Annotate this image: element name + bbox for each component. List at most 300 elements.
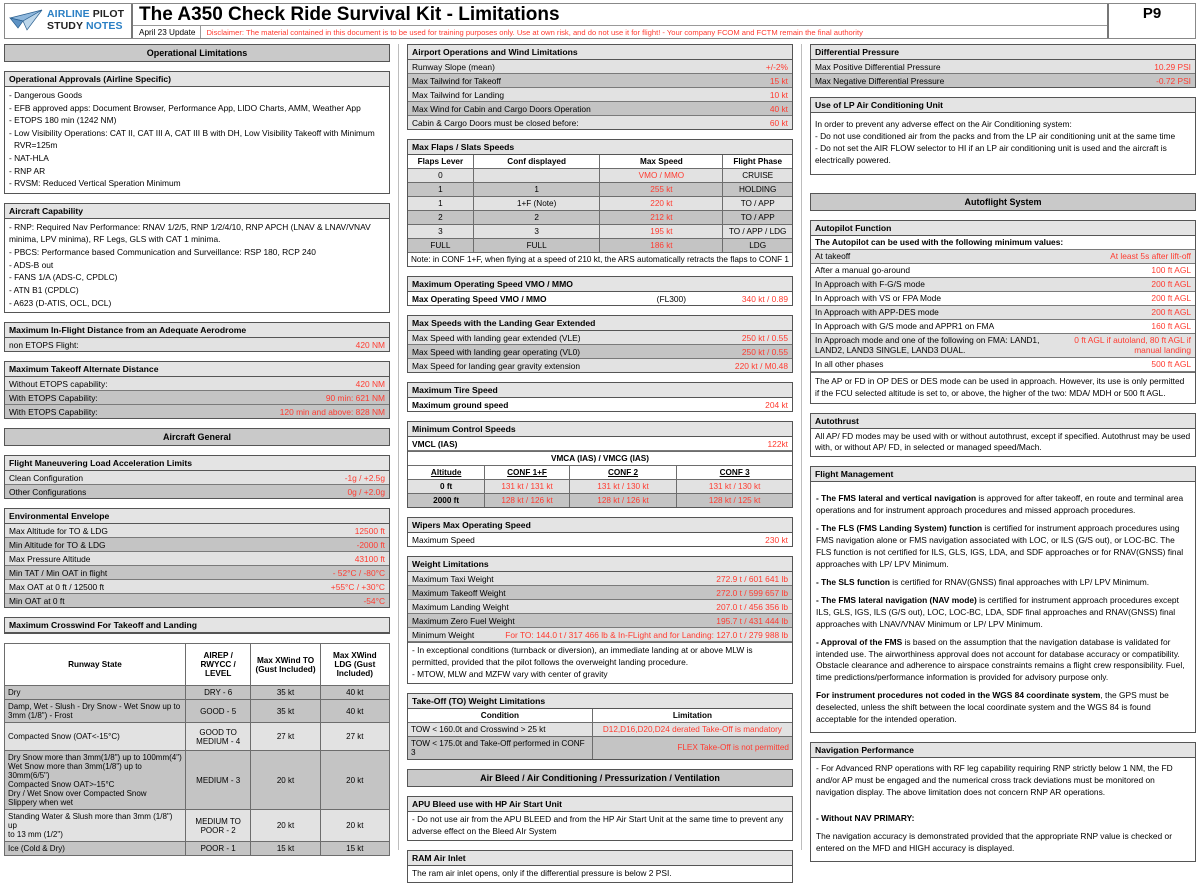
- cell-phase: TO / APP: [723, 211, 792, 225]
- row-label: Without ETOPS capability:: [9, 378, 108, 389]
- col-airep-level: AIREP / RWYCC / LEVEL: [185, 644, 250, 686]
- state-line: Dry / Wet Snow over Compacted Snow: [8, 789, 147, 799]
- row-label: Max Speed for landing gear gravity extension: [412, 360, 581, 371]
- table-row: [408, 239, 792, 253]
- cell-xwind-ldg: 20 kt: [320, 751, 389, 810]
- row-label: Maximum Landing Weight: [412, 601, 509, 612]
- cell-runway-state: Dry: [5, 686, 186, 700]
- cell-level: [185, 723, 250, 751]
- table-row: [408, 253, 792, 267]
- row-label: Max OAT at 0 ft / 12500 ft: [9, 581, 105, 592]
- body-line: In order to prevent any adverse effect on the Air Conditioning system:: [815, 119, 1072, 129]
- navigation-performance-title: Navigation Performance: [811, 743, 1195, 758]
- table-row: [5, 538, 389, 552]
- brand-logo: [5, 4, 133, 38]
- max-flaps-slats-title: Max Flaps / Slats Speeds: [408, 140, 792, 155]
- cell-level: [185, 810, 250, 842]
- table-row: [5, 485, 389, 498]
- cell-level: POOR - 1: [185, 842, 250, 856]
- value-line: 0 ft AGL if autoland, 80 ft AGL if: [1074, 335, 1191, 346]
- table-header-row: [5, 644, 390, 686]
- differential-pressure-block: [810, 44, 1196, 88]
- table-row: [811, 74, 1195, 87]
- row-label: Runway Slope (mean): [412, 61, 495, 72]
- row-label: Clean Configuration: [9, 472, 84, 483]
- table-row: [5, 338, 389, 351]
- row-value: 250 kt / 0.55: [741, 346, 788, 357]
- aircraft-capability-title: Aircraft Capability: [5, 204, 389, 219]
- fm-lead: - The FMS lateral navigation (NAV mode): [816, 594, 977, 605]
- table-row: [811, 306, 1195, 320]
- cell-speed: VMO / MMO: [600, 169, 723, 183]
- table-row: [5, 471, 389, 485]
- fm-paragraph: [816, 493, 1190, 517]
- table-row: [408, 102, 792, 116]
- autothrust-title: Autothrust: [811, 414, 1195, 429]
- note-line: permitted, provided that the pilot follows the overweight landing procedure.: [412, 656, 689, 667]
- row-label: Max Altitude for TO & LDG: [9, 525, 108, 536]
- cell-altitude: 0 ft: [408, 480, 485, 494]
- state-line: Damp, Wet - Slush - Dry Snow - Wet Snow up to: [8, 702, 181, 712]
- list-item: - A623 (D-ATIS, OCL, DCL): [9, 297, 112, 308]
- page-number: P9: [1107, 4, 1195, 38]
- level-line: POOR - 2: [200, 825, 236, 835]
- row-label: At takeoff: [815, 251, 851, 262]
- section-banner-operational-limitations: Operational Limitations: [4, 44, 390, 62]
- table-row: [408, 225, 792, 239]
- label-line: LAND2, LAND3 SINGLE, LAND3 DUAL.: [815, 345, 966, 356]
- row-value: -0.72 PSI: [1156, 75, 1191, 86]
- cell-conf: FULL: [473, 239, 600, 253]
- cell-conf: [473, 169, 600, 183]
- col-max-xwind-ldg: Max XWind LDG (Gust Included): [320, 644, 389, 686]
- note-line: - MTOW, MLW and MZFW vary with center of gravity: [412, 668, 608, 679]
- row-value: 0g / +2.0g: [347, 486, 385, 497]
- airport-operations-title: Airport Operations and Wind Limitations: [408, 45, 792, 60]
- body-line: The ram air inlet opens, only if the differential pressure is below 2 PSI.: [412, 867, 672, 878]
- col-conf-displayed: Conf displayed: [473, 155, 600, 169]
- row-value: 204 kt: [765, 399, 788, 410]
- vmca-vmcg-table: [408, 451, 792, 507]
- row-value: 200 ft AGL: [1151, 293, 1191, 304]
- row-value: 12500 ft: [354, 525, 385, 536]
- table-row: [811, 60, 1195, 74]
- row-label: In Approach with VS or FPA Mode: [815, 293, 941, 304]
- table-row: [5, 810, 390, 842]
- table-row: [408, 60, 792, 74]
- max-tire-speed-title: Maximum Tire Speed: [408, 383, 792, 398]
- cell-phase: TO / APP: [723, 197, 792, 211]
- lp-air-conditioning-block: [810, 97, 1196, 175]
- cell-level: MEDIUM - 3: [185, 751, 250, 810]
- row-label: With ETOPS Capability:: [9, 392, 98, 403]
- autothrust-body: [811, 429, 1195, 457]
- ram-air-inlet-body: [408, 866, 792, 882]
- row-value: -54°C: [363, 595, 385, 606]
- flight-management-title: Flight Management: [811, 467, 1195, 482]
- table-row: [408, 359, 792, 372]
- list-item: RVR=125m: [14, 140, 58, 151]
- row-value: 207.0 t / 456 356 lb: [716, 601, 788, 612]
- max-takeoff-alternate-block: [4, 361, 390, 419]
- cell-altitude: 2000 ft: [408, 494, 485, 508]
- cell-conf: 2: [473, 211, 600, 225]
- logo-notes: NOTES: [85, 20, 123, 32]
- table-row: [408, 480, 792, 494]
- table-row: [5, 405, 389, 418]
- col-max-speed: Max Speed: [600, 155, 723, 169]
- aircraft-capability-block: [4, 203, 390, 313]
- row-value: 340 kt / 0.89: [741, 293, 788, 304]
- flight-management-block: [810, 466, 1196, 733]
- row-label: VMCL (IAS): [412, 438, 458, 449]
- body-line: with, or without AP/ FD, in selected or managed speed/Mach.: [815, 442, 1042, 453]
- table-row: [408, 211, 792, 225]
- logo-airline: AIRLINE: [47, 8, 90, 21]
- cell-limitation: FLEX Take-Off is not permitted: [592, 736, 792, 759]
- table-row: [5, 594, 389, 607]
- max-flaps-slats-block: [407, 139, 793, 267]
- content-columns: [4, 44, 1196, 878]
- load-acceleration-limits-block: [4, 455, 390, 499]
- takeoff-weight-limitations-title: Take-Off (TO) Weight Limitations: [408, 694, 792, 709]
- column-left: [4, 44, 390, 854]
- autopilot-function-block: [810, 220, 1196, 404]
- cell-conf3: 128 kt / 125 kt: [677, 494, 792, 508]
- table-row: [408, 169, 792, 183]
- cell-speed: 195 kt: [600, 225, 723, 239]
- lp-air-conditioning-body: [811, 113, 1195, 174]
- state-line: Dry Snow more than 3mm(1/8") up to 100mm(4"): [8, 753, 182, 763]
- row-label: In Approach with G/S mode and APPR1 on FMA: [815, 321, 995, 332]
- row-value: 122kt: [767, 438, 788, 449]
- takeoff-weight-limitations-block: [407, 693, 793, 760]
- list-item: - PBCS: Performance based Communication and Surveillance: RSP 180, RCP 240: [9, 247, 316, 258]
- flaps-note: Note: in CONF 1+F, when flying at a speed of 210 kt, the ARS automatically retracts the flaps to CONF 1: [408, 253, 792, 267]
- row-value: 500 ft AGL: [1151, 359, 1191, 370]
- row-label: Max Wind for Cabin and Cargo Doors Operation: [412, 103, 591, 114]
- cell-xwind-ldg: 20 kt: [320, 810, 389, 842]
- row-label: Min OAT at 0 ft: [9, 595, 65, 606]
- row-label: Cabin & Cargo Doors must be closed before:: [412, 117, 579, 128]
- minimum-control-speeds-title: Minimum Control Speeds: [408, 422, 792, 437]
- max-crosswind-title: Maximum Crosswind For Takeoff and Landing: [5, 618, 389, 633]
- body-line: adverse effect on the Bleed AIr System: [412, 825, 557, 836]
- landing-gear-speeds-block: [407, 315, 793, 373]
- row-value: +55°C / +30°C: [330, 581, 385, 592]
- logo-pilot: PILOT: [92, 8, 125, 21]
- landing-gear-speeds-title: Max Speeds with the Landing Gear Extended: [408, 316, 792, 331]
- cell-lever: 1: [408, 197, 473, 211]
- row-label: In all other phases: [815, 359, 884, 370]
- note-line: - In exceptional conditions (turnback or diversion), an immediate landing at or above MLW is: [412, 645, 753, 655]
- row-value: For TO: 144.0 t / 317 466 lb & In-FLight and for Landing: 127.0 t / 279 988 lb: [505, 629, 788, 640]
- row-label: Maximum Takeoff Weight: [412, 587, 506, 598]
- table-row: [5, 723, 390, 751]
- update-date: April 23 Update: [133, 26, 201, 38]
- table-header-row: [408, 466, 792, 480]
- paper-plane-icon: [9, 8, 43, 34]
- col-flight-phase: Flight Phase: [723, 155, 792, 169]
- cell-xwind-ldg: 27 kt: [320, 723, 389, 751]
- table-row: [408, 183, 792, 197]
- fm-lead: - The SLS function: [816, 576, 890, 587]
- table-row: [408, 736, 792, 759]
- section-banner-air-bleed: Air Bleed / Air Conditioning / Pressurization / Ventilation: [407, 769, 793, 787]
- wipers-max-speed-block: [407, 517, 793, 547]
- cell-runway-state: [5, 700, 186, 723]
- row-value: 160 ft AGL: [1151, 321, 1191, 332]
- flaps-table: [408, 155, 792, 266]
- apu-bleed-title: APU Bleed use with HP Air Start Unit: [408, 797, 792, 812]
- row-label: Max Pressure Altitude: [9, 553, 91, 564]
- cell-lever: 0: [408, 169, 473, 183]
- table-row: [811, 320, 1195, 334]
- vmo-mmo-title: Maximum Operating Speed VMO / MMO: [408, 277, 792, 292]
- autopilot-function-title: Autopilot Function: [811, 221, 1195, 236]
- cell-xwind-ldg: 40 kt: [320, 700, 389, 723]
- cell-phase: LDG: [723, 239, 792, 253]
- col-flaps-lever: Flaps Lever: [408, 155, 473, 169]
- autothrust-block: [810, 413, 1196, 458]
- row-value: 90 min: 621 NM: [325, 392, 385, 403]
- lp-air-conditioning-title: Use of LP Air Conditioning Unit: [811, 98, 1195, 113]
- page-title: The A350 Check Ride Survival Kit - Limitations: [133, 4, 1107, 26]
- cell-xwind-to: 35 kt: [251, 700, 320, 723]
- cell-xwind-to: 20 kt: [251, 810, 320, 842]
- table-row: [5, 580, 389, 594]
- row-condition: (FL300): [656, 293, 686, 304]
- max-inflight-distance-block: [4, 322, 390, 352]
- fm-text: is approved for after takeoff, en route and terminal area operations and for instrument approach procedures and missed approach procedures.: [816, 493, 1184, 516]
- level-line: MEDIUM TO: [195, 816, 241, 826]
- row-label: In Approach with F-G/S mode: [815, 279, 925, 290]
- cell-xwind-ldg: 40 kt: [320, 686, 389, 700]
- fm-text: is certified for instrument approach procedures using FMS navigation alone or FMS navigation associated with LOC, or ILS (G/S out), or LOC-BC. The FLS function is not certified for ILS, GLS, IGS, LDA, and SDF approaches or for RNAV(GNSS) final approaches with LP/ LPV Minimum.: [816, 523, 1184, 569]
- table-row: [5, 552, 389, 566]
- table-row: [408, 197, 792, 211]
- col-conf-2: CONF 2: [569, 466, 677, 480]
- table-row: [408, 398, 792, 411]
- row-value: 272.0 t / 599 657 lb: [716, 587, 788, 598]
- cell-runway-state: [5, 751, 186, 810]
- table-subheader-row: [408, 452, 792, 466]
- row-value: 10.29 PSI: [1154, 61, 1191, 72]
- table-row: [5, 391, 389, 405]
- state-line: 3mm (1/8") - Frost: [8, 711, 73, 721]
- table-row: [811, 250, 1195, 264]
- row-value: 272.9 t / 601 641 lb: [716, 573, 788, 584]
- table-row: [408, 614, 792, 628]
- cell-conf2: 128 kt / 126 kt: [569, 494, 677, 508]
- cell-lever: 1: [408, 183, 473, 197]
- table-row: [5, 566, 389, 580]
- environmental-envelope-block: [4, 508, 390, 608]
- cell-runway-state: Ice (Cold & Dry): [5, 842, 186, 856]
- table-row: [811, 358, 1195, 372]
- col-conf-1f: CONF 1+F: [485, 466, 569, 480]
- operational-approvals-block: [4, 71, 390, 194]
- column-middle: [407, 44, 793, 878]
- aircraft-capability-list: [5, 219, 389, 312]
- row-label: With ETOPS Capability:: [9, 406, 98, 417]
- section-banner-autoflight: Autoflight System: [810, 193, 1196, 211]
- fm-paragraph: [816, 523, 1190, 571]
- cell-conf: 1: [473, 183, 600, 197]
- row-value: 220 kt / M0.48: [734, 360, 788, 371]
- row-value: 40 kt: [769, 103, 788, 114]
- cell-level: GOOD - 5: [185, 700, 250, 723]
- state-line: Wet Snow more than 3mm(1/8") up to 30mm(6/5"): [8, 762, 142, 781]
- cell-condition: TOW < 175.0t and Take-Off performed in CONF 3: [408, 736, 592, 759]
- row-label: Maximum Speed: [412, 534, 475, 545]
- table-row: [811, 278, 1195, 292]
- navigation-performance-body: [811, 758, 1195, 861]
- cell-conf1f: 131 kt / 131 kt: [485, 480, 569, 494]
- table-row: [408, 116, 792, 129]
- operational-approvals-list: [5, 87, 389, 193]
- body-line: - Do not set the AIR FLOW selector to HI if an LP air conditioning unit is used and the aircraft is: [815, 142, 1167, 153]
- cell-conf2: 131 kt / 130 kt: [569, 480, 677, 494]
- col-runway-state: Runway State: [5, 644, 186, 686]
- disclaimer-text: Disclaimer: The material contained in this document is to be used for training purposes only. Use at own risk, and do not use it for flight! - Your company FCOM and FCTM remain the final authority: [206, 27, 863, 37]
- ram-air-inlet-title: RAM Air Inlet: [408, 851, 792, 866]
- cell-speed: 220 kt: [600, 197, 723, 211]
- label-line: In Approach mode and one of the following on FMA: LAND1,: [815, 335, 1040, 346]
- row-label: Max Operating Speed VMO / MMO: [412, 293, 547, 304]
- fm-lead: - The FLS (FMS Landing System) function: [816, 523, 983, 534]
- cell-phase: TO / APP / LDG: [723, 225, 792, 239]
- fm-lead: For instrument procedures not coded in the WGS 84 coordinate system: [816, 690, 1101, 701]
- body-line: - Do not use air from the APU BLEED and from the HP Air Start Unit at the same time to prevent any: [412, 813, 784, 824]
- fm-paragraph: [816, 577, 1190, 589]
- list-item: - ETOPS 180 min (1242 NM): [9, 115, 117, 126]
- cell-runway-state: [5, 810, 186, 842]
- apu-bleed-block: [407, 796, 793, 841]
- row-label: Max Tailwind for Takeoff: [412, 75, 501, 86]
- cell-level: DRY - 6: [185, 686, 250, 700]
- row-label: After a manual go-around: [815, 265, 910, 276]
- cell-xwind-ldg: 15 kt: [320, 842, 389, 856]
- table-row: [5, 524, 389, 538]
- col-limitation: Limitation: [592, 709, 792, 723]
- col-conf-3: CONF 3: [677, 466, 792, 480]
- list-item: - Low Visibility Operations: CAT II, CAT III A, CAT III B with DH, Low Visibility Takeoff with Minimum: [9, 127, 375, 138]
- cell-condition: TOW < 160.0t and Crosswind > 25 kt: [408, 722, 592, 736]
- row-value: [1074, 335, 1191, 355]
- weight-notes: [408, 642, 792, 683]
- cell-speed: 255 kt: [600, 183, 723, 197]
- row-value: At least 5s after lift-off: [1110, 251, 1191, 262]
- row-value: 230 kt: [765, 534, 788, 545]
- vmcl-row: [408, 437, 792, 451]
- autopilot-land-row: [811, 334, 1195, 358]
- vmca-vmcg-header: VMCA (IAS) / VMCG (IAS): [408, 452, 792, 466]
- section-banner-aircraft-general: Aircraft General: [4, 428, 390, 446]
- cell-speed: 186 kt: [600, 239, 723, 253]
- row-value: 420 NM: [355, 339, 385, 350]
- cell-phase: CRUISE: [723, 169, 792, 183]
- differential-pressure-title: Differential Pressure: [811, 45, 1195, 60]
- table-row: [408, 586, 792, 600]
- column-right: [810, 44, 1196, 853]
- fm-lead: - Approval of the FMS: [816, 636, 903, 647]
- document-header: [4, 3, 1196, 39]
- list-item: - ADS-B out: [9, 259, 54, 270]
- cell-phase: HOLDING: [723, 183, 792, 197]
- body-line: electrically powered.: [815, 154, 891, 165]
- list-item: - EFB approved apps: Document Browser, Performance App, LIDO Charts, AMM, Weather App: [9, 102, 361, 113]
- cell-xwind-to: 35 kt: [251, 686, 320, 700]
- fm-paragraph: [816, 595, 1190, 631]
- header-title-area: [133, 4, 1107, 38]
- fm-lead: - The FMS lateral and vertical navigation: [816, 493, 977, 504]
- state-line: Slippery when wet: [8, 798, 73, 808]
- list-item: minima, LPV minima), RF Legs, GLS with CAT 1 minima.: [9, 234, 221, 245]
- minimum-weight-row: [408, 628, 792, 642]
- operational-approvals-title: Operational Approvals (Airline Specific): [5, 72, 389, 87]
- table-row: [811, 292, 1195, 306]
- row-label: Minimum Weight: [412, 629, 475, 640]
- max-tire-speed-block: [407, 382, 793, 412]
- table-row: [408, 600, 792, 614]
- cell-speed: 212 kt: [600, 211, 723, 225]
- row-label: Maximum Zero Fuel Weight: [412, 615, 515, 626]
- ram-air-inlet-block: [407, 850, 793, 883]
- weight-limitations-title: Weight Limitations: [408, 557, 792, 572]
- weight-limitations-block: [407, 556, 793, 684]
- list-item: - NAT-HLA: [9, 153, 49, 164]
- vmo-mmo-block: [407, 276, 793, 306]
- body-line: - Do not use conditioned air from the packs and from the LP air conditioning unit at the same time: [815, 130, 1176, 141]
- autopilot-footer: [811, 372, 1195, 403]
- body-line: All AP/ FD modes may be used with or without autothrust, except if specified. Autothrust may be used: [815, 430, 1191, 441]
- row-label: Other Configurations: [9, 486, 87, 497]
- table-row: [5, 751, 390, 810]
- cell-xwind-to: 15 kt: [251, 842, 320, 856]
- cell-conf1f: 128 kt / 126 kt: [485, 494, 569, 508]
- row-value: 100 ft AGL: [1151, 265, 1191, 276]
- row-label: Max Negative Differential Pressure: [815, 75, 945, 86]
- nav-paragraph: The navigation accuracy is demonstrated provided that the appropriate RNP value is checked or entered on the MFD and HIGH accuracy is displayed.: [816, 830, 1172, 853]
- navigation-performance-block: [810, 742, 1196, 862]
- table-row: [408, 722, 792, 736]
- row-value: 250 kt / 0.55: [741, 332, 788, 343]
- column-divider-2: [801, 44, 802, 850]
- row-value: - 52°C / -80°C: [332, 567, 385, 578]
- row-value: 120 min and above: 828 NM: [279, 406, 385, 417]
- cell-runway-state: Compacted Snow (OAT<-15°C): [5, 723, 186, 751]
- environmental-envelope-title: Environmental Envelope: [5, 509, 389, 524]
- fm-text: , the GPS must be deselected, unless the shift between the local coordinate system and the WGS 84 is found acceptable for the intended operation.: [816, 690, 1169, 725]
- col-condition: Condition: [408, 709, 592, 723]
- list-item: - ATN B1 (CPDLC): [9, 284, 79, 295]
- row-label: Min TAT / Min OAT in flight: [9, 567, 108, 578]
- minimum-control-speeds-block: [407, 421, 793, 508]
- state-line: Compacted Snow OAT>-15°C: [8, 780, 115, 790]
- cell-xwind-to: 20 kt: [251, 751, 320, 810]
- row-label: Maximum ground speed: [412, 399, 509, 410]
- logo-study: STUDY: [47, 20, 83, 32]
- cell-conf: 1+F (Note): [473, 197, 600, 211]
- table-row: [5, 686, 390, 700]
- row-value: 10 kt: [769, 89, 788, 100]
- table-header-row: [408, 709, 792, 723]
- row-value: 200 ft AGL: [1151, 279, 1191, 290]
- table-row: [408, 345, 792, 359]
- row-value: 420 NM: [355, 378, 385, 389]
- fm-paragraph: [816, 637, 1190, 685]
